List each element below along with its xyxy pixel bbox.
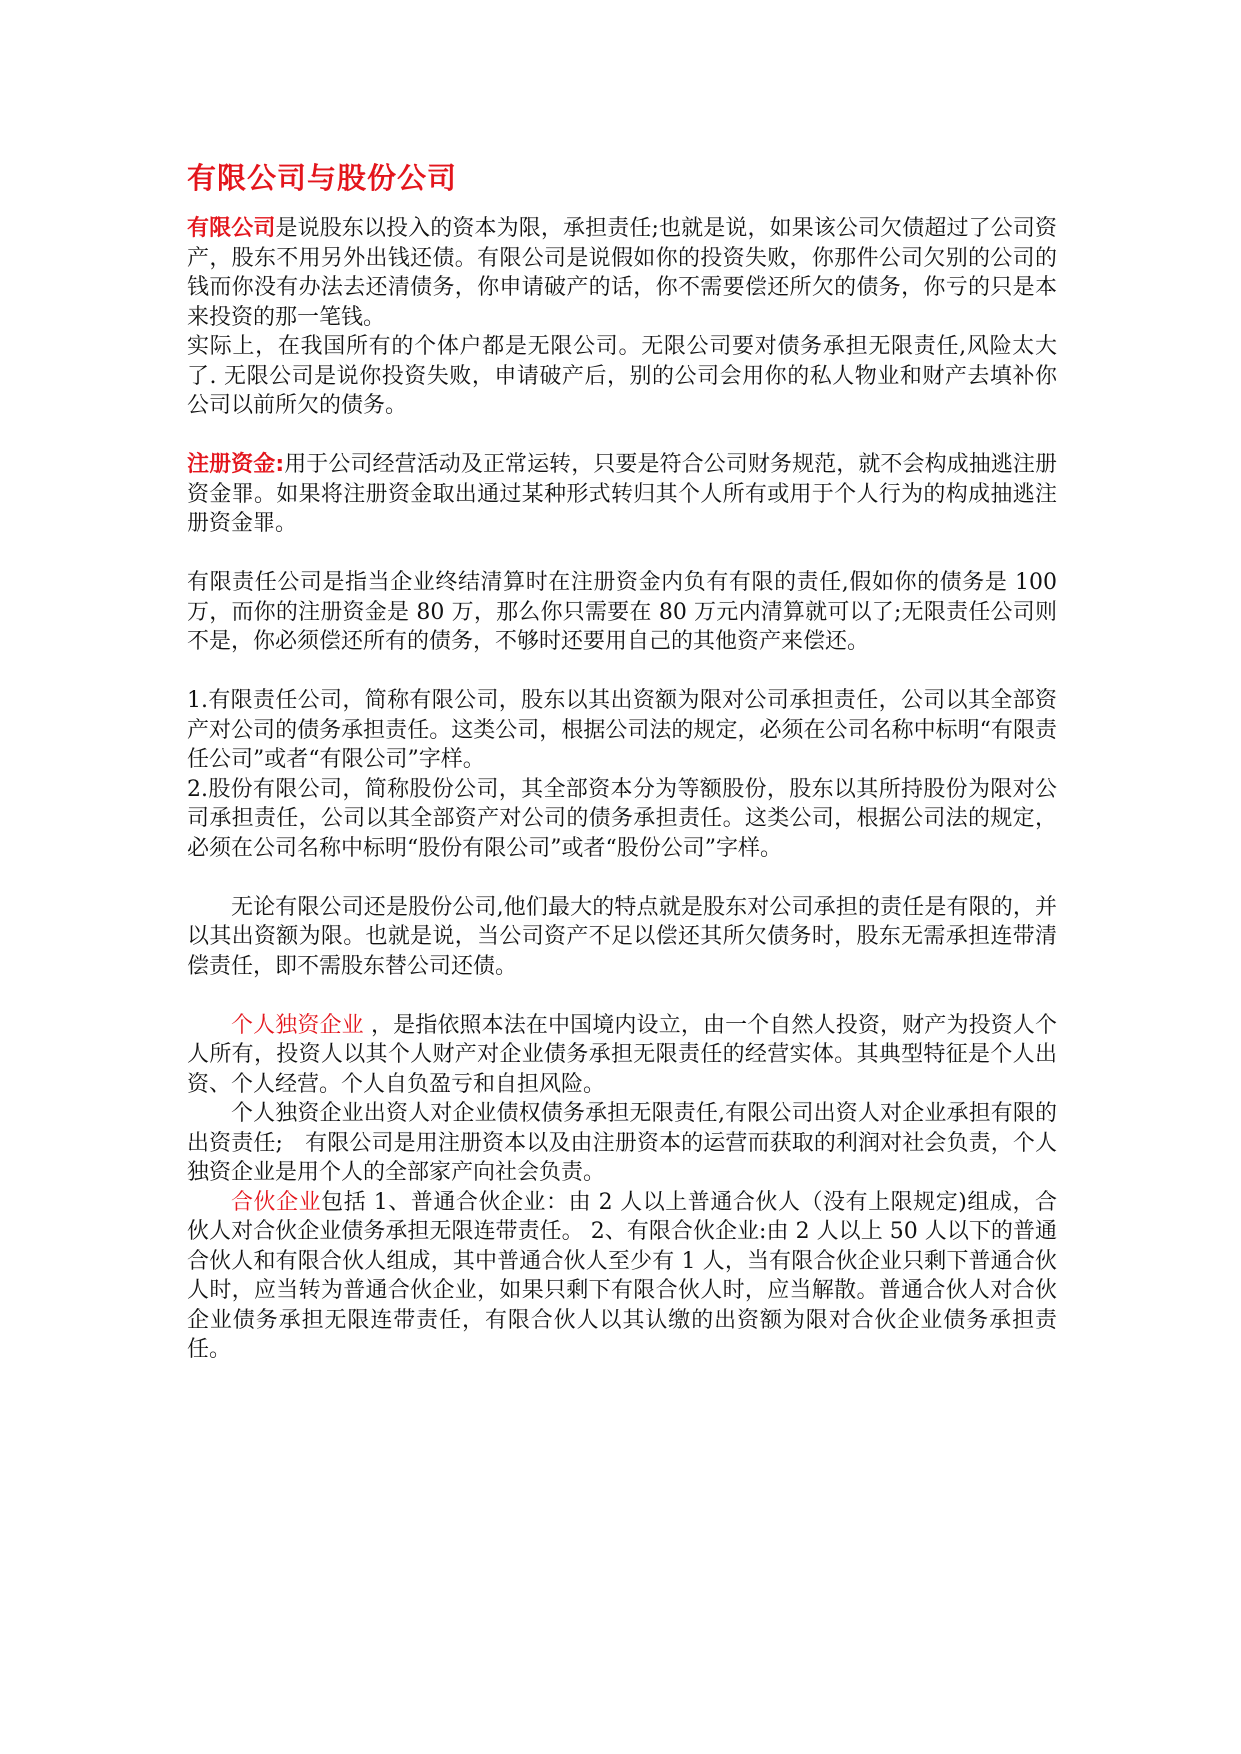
sole-proprietorship-paragraph: [187, 1011, 1057, 1100]
spacer: [187, 421, 1057, 451]
limited-company-text: 是说股东以投入的资本为限，承担责任;也就是说，如果该公司欠债超过了公司资产，股东不用另外出钱还债。有限公司是说假如你的投资失败，你那件公司欠别的公司的钱而你没有办法去还清债务，你申请破产的话，你不需要偿还所欠的债务，你亏的只是本来投资的那一笔钱。: [187, 216, 1057, 330]
spacer: [187, 539, 1057, 569]
document-body: [187, 158, 1057, 1365]
company-type-item-2: 2.股份有限公司，简称股份公司，其全部资本分为等额股份，股东以其所持股份为限对公司承担责任，公司以其全部资产对公司的债务承担责任。这类公司，根据公司法的规定，必须在公司名称中标明“股份有限公司”或者“股份公司”字样。: [187, 776, 1057, 861]
spacer: [187, 863, 1057, 893]
limited-company-term: 有限公司: [187, 216, 276, 241]
company-type-item-1: 1.有限责任公司，简称有限公司，股东以其出资额为限对公司承担责任，公司以其全部资产对公司的债务承担责任。这类公司，根据公司法的规定，必须在公司名称中标明“有限责任公司”或者“有限公司”字样。: [187, 688, 1057, 772]
registered-capital-paragraph: [187, 450, 1057, 539]
partnership-term: 合伙企业: [231, 1189, 322, 1215]
limited-liability-paragraph: 有限责任公司是指当企业终结清算时在注册资金内负有有限的责任,假如你的债务是 100 万，而你的注册资金是 80 万，那么你只需要在 80 万元内清算就可以了;无限责任公司则不是，你必须偿还所有的债务，不够时还要用自己的其他资产来偿还。: [187, 570, 1057, 654]
document-title: 有限公司与股份公司: [187, 161, 458, 195]
registered-capital-text: 用于公司经营活动及正常运转，只要是符合公司财务规范，就不会构成抽逃注册资金罪。如果将注册资金取出通过某种形式转归其个人所有或用于个人行为的构成抽逃注册资金罪。: [187, 452, 1057, 536]
spacer: [187, 657, 1057, 687]
sole-proprietorship-text: ，是指依照本法在中国境内设立，由一个自然人投资，财产为投资人个人所有，投资人以其个人财产对企业债务承担无限责任的经营实体。其典型特征是个人出资、个人经营。个人自负盈亏和自担风险。: [187, 1012, 1057, 1097]
common-feature-paragraph: 无论有限公司还是股份公司,他们最大的特点就是股东对公司承担的责任是有限的，并以其出资额为限。也就是说，当公司资产不足以偿还其所欠债务时，股东无需承担连带清偿责任，即不需股东替公司还债。: [187, 894, 1057, 979]
partnership-text: 包括 1、普通合伙企业：由 2 人以上普通合伙人（没有上限规定)组成，合伙人对合伙企业债务承担无限连带责任。 2、有限合伙企业:由 2 人以上 50 人以下的普通合伙人和有限合伙人组成，其中普通合伙人至少有 1 人，当有限合伙企业只剩下普通合伙人时，应当转为普通合伙企业，如果只剩下有限合伙人时，应当解散。普通合伙人对合伙企业债务承担无限连带责任，有限合伙人以其认缴的出资额为限对合伙企业债务承担责任。: [187, 1189, 1057, 1362]
registered-capital-term: 注册资金:: [187, 452, 285, 477]
spacer: [187, 981, 1057, 1011]
sole-vs-limited-paragraph: 个人独资企业出资人对企业债权债务承担无限责任,有限公司出资人对企业承担有限的出资责任; 有限公司是用注册资本以及由注册资本的运营而获取的利润对社会负责，个人独资企业是用个人的全部家产向社会负责。: [187, 1101, 1057, 1185]
unlimited-company-paragraph: 实际上，在我国所有的个体户都是无限公司。无限公司要对债务承担无限责任,风险太大了. 无限公司是说你投资失败，申请破产后，别的公司会用你的私人物业和财产去填补你公司以前所欠的债务。: [187, 334, 1057, 418]
limited-company-paragraph: [187, 214, 1057, 332]
sole-proprietorship-term: 个人独资企业: [231, 1012, 364, 1038]
partnership-paragraph: [187, 1188, 1057, 1365]
